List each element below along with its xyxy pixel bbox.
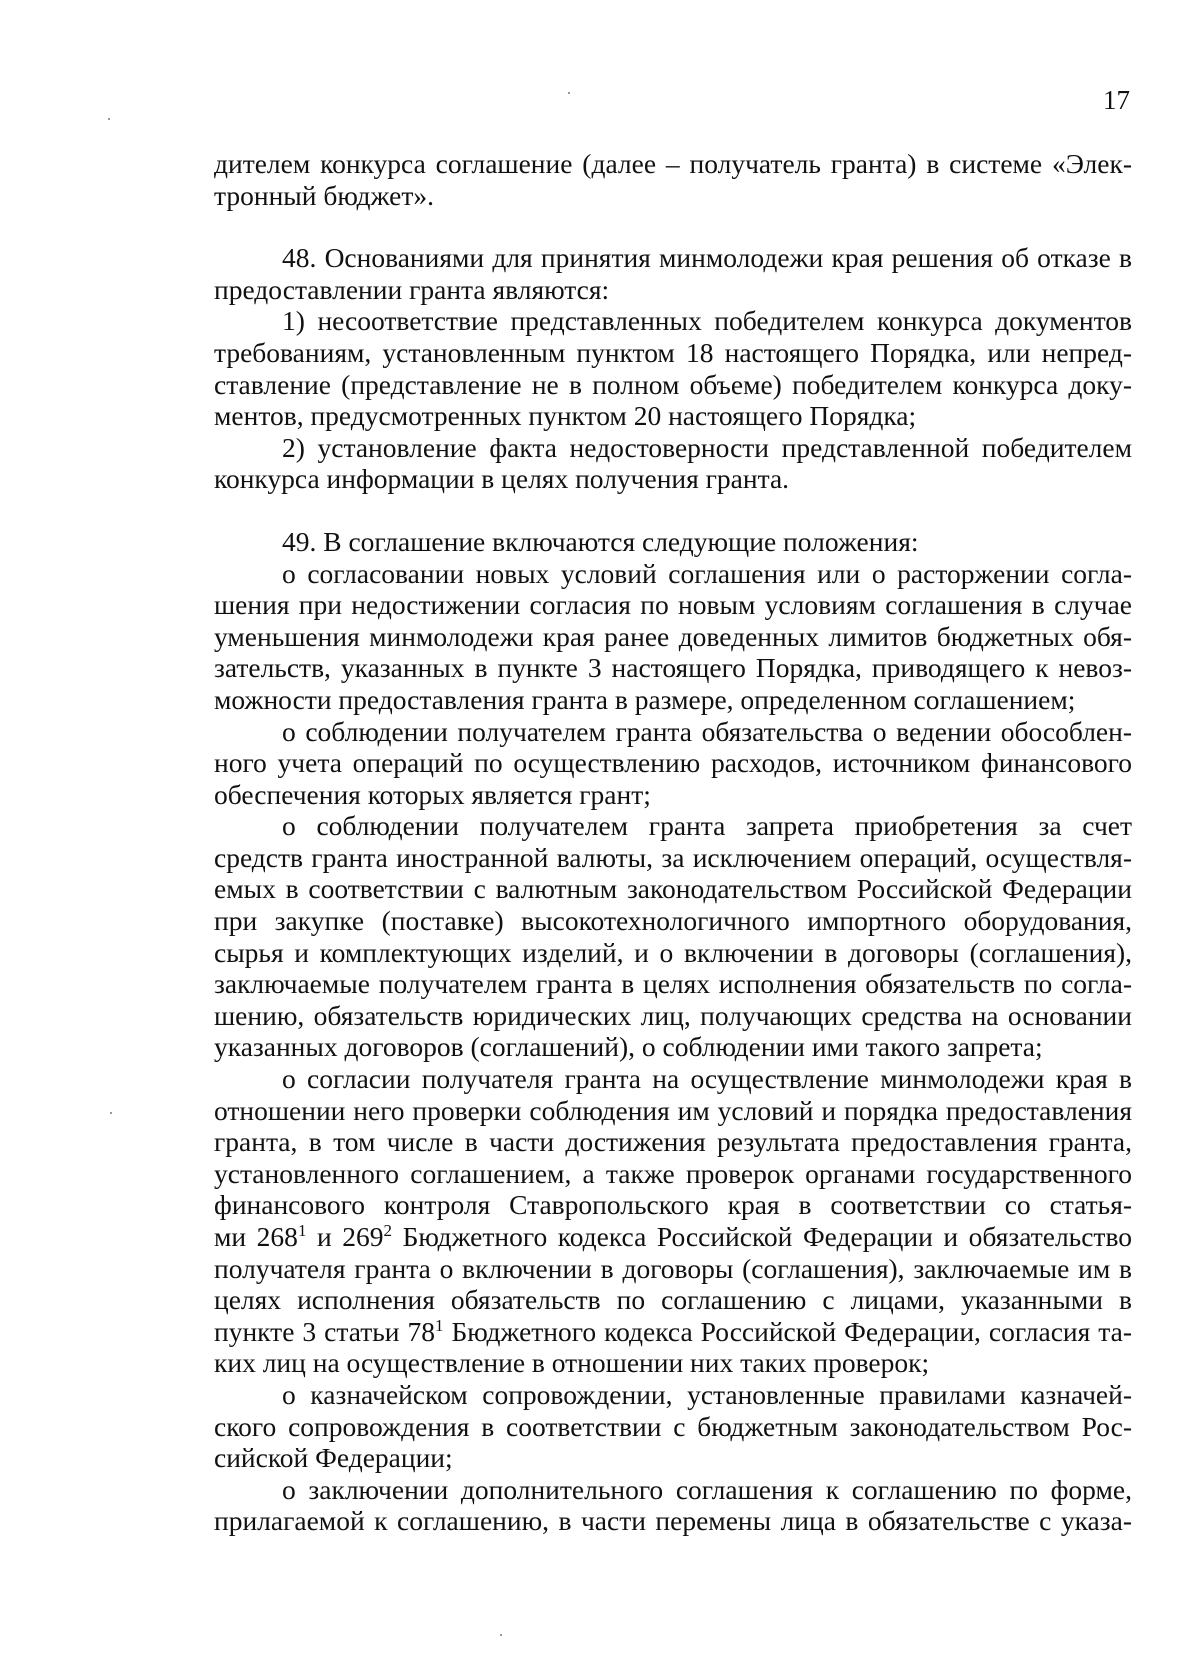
text-line: шения при недостижении согласия по новым условиям соглашения в случае (214, 589, 1132, 621)
text-line: о казначейском сопровождении, установленные правилами казначей- (282, 1378, 1132, 1410)
text-line: емых в соответствии с валютным законодательством Российской Федерации (214, 873, 1132, 905)
text-line: отношении него проверки соблюдения им условий и порядка предоставления (214, 1094, 1132, 1126)
document-text (214, 148, 1132, 1537)
text-line: заключаемые получателем гранта в целях исполнения обязательств по согла- (214, 968, 1132, 1000)
text-line: уменьшения минмолодежи края ранее доведенных лимитов бюджетных обя- (214, 620, 1132, 652)
paragraph-48-item-1 (214, 305, 1132, 431)
text-line: 1) несоответствие представленных победителем конкурса документов (282, 305, 1132, 337)
text-line: ного учета операций по осуществлению расходов, источником финансового (214, 747, 1132, 779)
paragraph-49-provision-c (214, 810, 1132, 1063)
text-line: зательств, указанных в пункте 3 настоящего Порядка, приводящего к невоз- (214, 652, 1132, 684)
text-line: тронный бюджет». (214, 179, 434, 211)
text-fragment: Бюджетного кодекса Российской Федерации и обязательство (392, 1221, 1132, 1252)
text-line: 2) установление факта недостоверности представленной победителем (282, 431, 1132, 463)
text-line: указанных договоров (соглашений), о соблюдении ими такого запрета; (214, 1031, 1043, 1063)
paragraph-48 (214, 242, 1132, 305)
text-line: можности предоставления гранта в размере, определенном соглашением; (214, 683, 1076, 715)
scan-speck (500, 1634, 502, 1636)
paragraph-49 (214, 526, 1132, 558)
text-fragment: ми 268 (214, 1221, 298, 1252)
text-line: ментов, предусмотренных пунктом 20 настоящего Порядка; (214, 400, 917, 432)
text-line: при закупке (поставке) высокотехнологичного импортного оборудования, (214, 905, 1132, 937)
superscript: 1 (435, 1315, 444, 1335)
text-line: требованиям, установленным пунктом 18 настоящего Порядка, или непред- (214, 336, 1132, 368)
text-line: гранта, в том числе в части достижения результата предоставления гранта, (214, 1126, 1132, 1158)
superscript: 1 (297, 1220, 307, 1240)
scan-speck (108, 118, 110, 120)
text-line: целях исполнения обязательств по соглашению с лицами, указанными в (214, 1284, 1132, 1316)
text-line: ского сопровождения в соответствии с бюджетным законодательством Рос- (214, 1410, 1132, 1442)
superscript: 2 (383, 1220, 393, 1240)
paragraph-48-item-2 (214, 432, 1132, 495)
text-line: установленного соглашением, а также проверок органами государственного (214, 1157, 1132, 1189)
paragraph-49-provision-a (214, 558, 1132, 716)
text-line: финансового контроля Ставропольского края в соответствии со статья- (214, 1189, 1132, 1221)
text-line: получателя гранта о включении в договоры (соглашения), заключаемые им в (214, 1252, 1132, 1284)
paragraph-49-provision-b (214, 716, 1132, 811)
text-line: о согласии получателя гранта на осуществление минмолодежи края в (282, 1063, 1132, 1095)
text-line: о соблюдении получателем гранта обязательства о ведении обособлен- (282, 715, 1132, 747)
scan-speck (110, 1112, 112, 1114)
paragraph-49-provision-d (214, 1063, 1132, 1379)
scan-speck (568, 92, 570, 94)
text-line: шению, обязательств юридических лиц, получающих средства на основании (214, 999, 1132, 1031)
text-line: предоставлении гранта являются: (214, 273, 610, 305)
text-line-with-superscript (214, 1316, 1132, 1348)
paragraph-49-provision-e (214, 1379, 1132, 1474)
text-fragment: Бюджетного кодекса Российской Федерации, согласия та- (443, 1315, 1132, 1347)
text-line: ставление (представление не в полном объеме) победителем конкурса доку- (214, 368, 1132, 400)
text-line: ких лиц на осуществление в отношении них таких проверок; (214, 1347, 930, 1379)
page-number: 17 (1103, 85, 1130, 115)
text-line: о соблюдении получателем гранта запрета приобретения за счет (282, 810, 1132, 842)
text-line: о заключении дополнительного соглашения к соглашению по форме, (282, 1473, 1132, 1505)
text-line: конкурса информации в целях получения гранта. (214, 463, 790, 495)
text-line: обеспечения которых является грант; (214, 778, 651, 810)
text-line: средств гранта иностранной валюты, за исключением операций, осуществля- (214, 841, 1132, 873)
text-fragment: пункте 3 статьи 78 (214, 1315, 435, 1347)
text-line: 48. Основаниями для принятия минмолодежи края решения об отказе в (282, 242, 1132, 274)
text-line: дителем конкурса соглашение (далее – получатель гранта) в системе «Элек- (214, 148, 1132, 179)
text-fragment: и 269 (306, 1221, 384, 1252)
text-line: прилагаемой к соглашению, в части перемены лица в обязательстве с указа- (214, 1505, 1132, 1537)
text-line: сырья и комплектующих изделий, и о включении в договоры (соглашения), (214, 936, 1132, 968)
text-line: 49. В соглашение включаются следующие положения: (282, 525, 919, 557)
text-line: сийской Федерации; (214, 1442, 453, 1474)
text-line: о согласовании новых условий соглашения или о расторжении согла- (282, 557, 1132, 589)
paragraph-continuation (214, 148, 1132, 211)
text-line-with-superscripts (214, 1221, 1132, 1253)
paragraph-49-provision-f (214, 1474, 1132, 1537)
